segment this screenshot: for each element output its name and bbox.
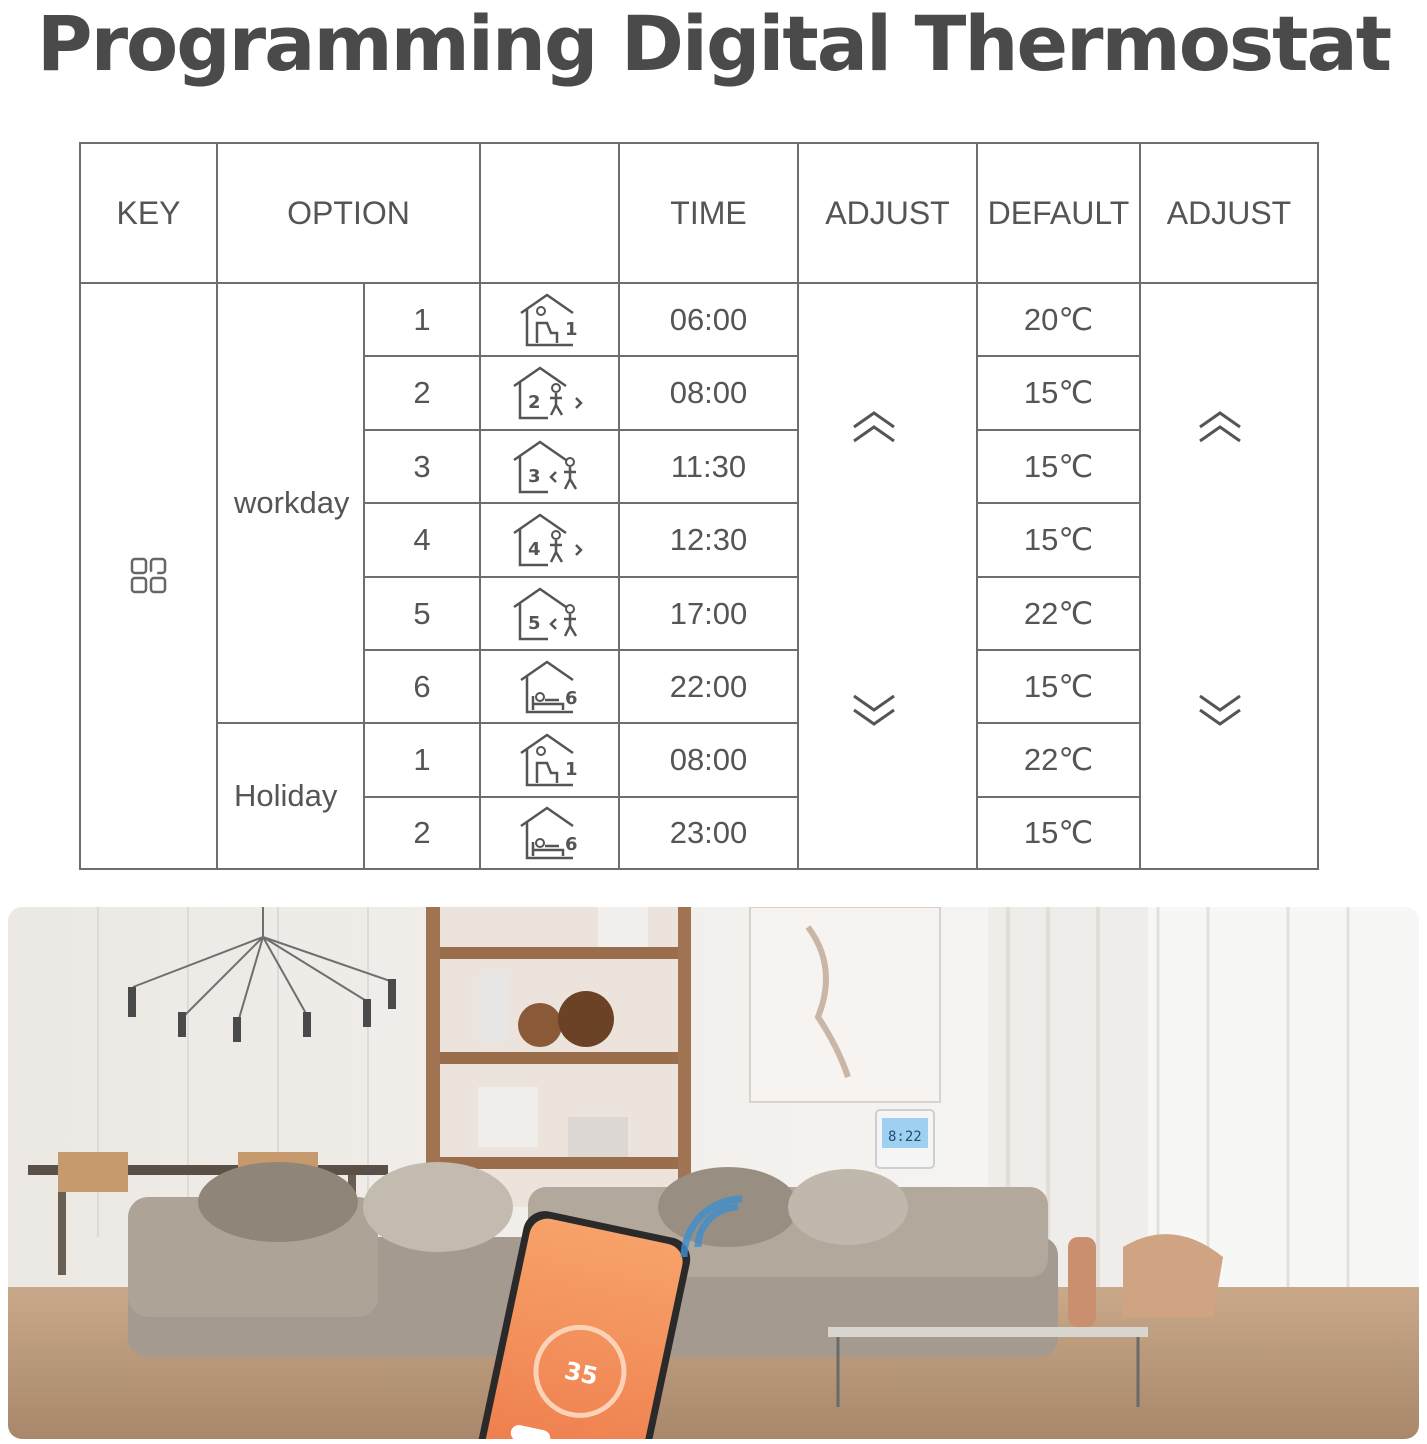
header-adjust-temp: ADJUST: [1166, 194, 1292, 231]
row-number: 6: [413, 668, 431, 704]
schedule-table: [79, 142, 1319, 870]
double-chevron-up-icon: [1197, 410, 1243, 444]
row-time: 17:00: [669, 595, 748, 631]
header-time: TIME: [670, 194, 747, 231]
row-temp: 15℃: [1023, 375, 1094, 410]
row-number: 3: [413, 448, 431, 484]
header-key: KEY: [116, 194, 181, 231]
row-temp: 15℃: [1023, 815, 1094, 850]
row-number: 2: [413, 375, 431, 410]
row-temp: 22℃: [1023, 742, 1094, 777]
house-wake-icon: [481, 724, 618, 796]
house-leave-icon: [481, 357, 618, 429]
row-number: 1: [413, 301, 431, 337]
svg-text:1: 1: [564, 318, 578, 340]
double-chevron-down-icon: [1197, 693, 1243, 727]
house-sleep-icon: [481, 651, 618, 722]
group-holiday: Holiday: [234, 778, 338, 813]
temp-down-arrow: [1195, 690, 1245, 730]
row-time: 22:00: [669, 668, 748, 704]
svg-text:35: 35: [561, 1356, 601, 1391]
row-time: 12:30: [669, 522, 748, 557]
double-chevron-down-icon: [851, 693, 897, 727]
page-title: Programming Digital Thermostat: [36, 0, 1391, 88]
svg-text:5: 5: [527, 612, 541, 634]
row-temp: 22℃: [1023, 595, 1094, 631]
header-default: DEFAULT: [987, 194, 1130, 231]
living-room-photo: [8, 907, 1419, 1439]
row-number: 5: [413, 595, 431, 631]
row-time: 08:00: [669, 742, 748, 777]
header-adjust-time: ADJUST: [825, 194, 950, 231]
row-time: 23:00: [669, 815, 748, 850]
header-option: OPTION: [287, 194, 410, 231]
header-icon: [481, 144, 618, 282]
row-number: 1: [413, 742, 431, 777]
row-number: 4: [413, 522, 431, 557]
house-return-icon: [481, 431, 618, 502]
row-temp: 20℃: [1023, 301, 1094, 337]
row-time: 11:30: [670, 448, 747, 484]
row-time: 08:00: [669, 375, 748, 410]
house-wake-icon: [481, 284, 618, 355]
temp-up-arrow: [1195, 407, 1245, 447]
svg-text:2: 2: [527, 392, 541, 413]
svg-text:1: 1: [564, 759, 578, 780]
time-up-arrow: [849, 407, 899, 447]
group-workday: workday: [234, 485, 350, 520]
row-time: 06:00: [669, 301, 748, 337]
svg-text:6: 6: [564, 834, 578, 855]
menu-grid-icon: [81, 284, 216, 868]
svg-text:4: 4: [527, 539, 541, 560]
house-sleep-icon: [481, 798, 618, 868]
house-leave-icon: [481, 504, 618, 576]
row-temp: 15℃: [1023, 522, 1094, 557]
double-chevron-up-icon: [851, 410, 897, 444]
row-number: 2: [413, 815, 431, 850]
row-temp: 15℃: [1023, 668, 1094, 704]
wall-thermostat-display: 8:22: [888, 1129, 922, 1145]
svg-text:6: 6: [564, 687, 578, 709]
house-return-icon: [481, 578, 618, 649]
time-down-arrow: [849, 690, 899, 730]
row-temp: 15℃: [1023, 448, 1094, 484]
svg-text:3: 3: [527, 465, 541, 487]
